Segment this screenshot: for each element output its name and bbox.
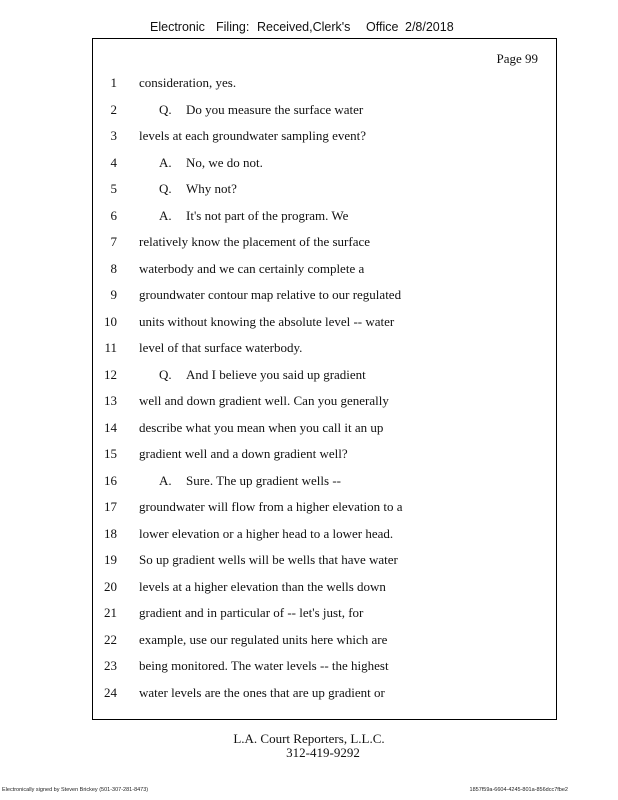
- line-body: And I believe you said up gradient: [186, 366, 366, 382]
- line-number: 7: [110, 234, 117, 249]
- line-body: groundwater contour map relative to our regulated: [139, 287, 402, 302]
- line-number: 4: [110, 154, 117, 170]
- footer-phone: 312-419-9292: [286, 745, 360, 760]
- line-number: 11: [104, 340, 117, 355]
- line-text: [139, 632, 387, 648]
- line-body: levels at a higher elevation than the wells down: [139, 578, 386, 594]
- header-date: 2/8/2018: [405, 20, 454, 34]
- transcript-line: [93, 526, 556, 546]
- line-body: well and down gradient well. Can you generally: [139, 393, 389, 408]
- line-text: [159, 181, 237, 197]
- line-body: relatively know the placement of the surface: [139, 234, 371, 249]
- footer: [0, 732, 618, 760]
- transcript-line: [93, 552, 556, 572]
- line-text: [139, 579, 386, 595]
- line-text: [139, 128, 366, 144]
- page-number: Page 99: [496, 51, 538, 66]
- transcript-line: [93, 261, 556, 281]
- line-text: [139, 261, 364, 277]
- qa-marker: A.: [159, 472, 172, 488]
- transcript-line: [93, 340, 556, 360]
- line-body: water levels are the ones that are up gradient or: [139, 684, 385, 700]
- line-text: [139, 499, 403, 515]
- line-number: 18: [104, 525, 117, 541]
- transcript-line: [93, 314, 556, 334]
- document-hash: 1857f59a-6604-4245-801a-856dcc7fbe2: [469, 787, 568, 793]
- line-text: [139, 75, 236, 91]
- transcript-line: [93, 181, 556, 201]
- qa-marker: Q.: [159, 101, 172, 117]
- line-body: describe what you mean when you call it an up: [139, 419, 384, 435]
- transcript-line: [93, 579, 556, 599]
- line-number: 9: [110, 287, 117, 302]
- line-body: units without knowing the absolute level -- water: [139, 313, 395, 329]
- transcript-line: [93, 499, 556, 519]
- line-text: [139, 658, 389, 674]
- line-text: [139, 526, 393, 542]
- transcript-line: [93, 420, 556, 440]
- header-received-clerks: Received,Clerk's: [257, 20, 351, 34]
- line-body: Do you measure the surface water: [186, 101, 364, 117]
- transcript-line: [93, 128, 556, 148]
- line-body: being monitored. The water levels -- the highest: [139, 658, 389, 673]
- line-number: 6: [110, 207, 117, 223]
- transcript-line: [93, 367, 556, 387]
- line-body: groundwater will flow from a higher elevation to a: [139, 499, 403, 514]
- line-text: [139, 420, 383, 436]
- line-text: [159, 102, 363, 118]
- footer-company: L.A. Court Reporters, L.L.C.: [233, 731, 385, 746]
- transcript-line: [93, 75, 556, 95]
- line-number: 14: [104, 419, 117, 435]
- qa-marker: A.: [159, 154, 172, 170]
- transcript-line: [93, 393, 556, 413]
- line-body: gradient and in particular of -- let's just, for: [139, 605, 364, 620]
- line-text: [139, 605, 363, 621]
- line-text: [159, 155, 263, 171]
- line-number: 13: [104, 393, 117, 408]
- line-number: 24: [104, 684, 117, 700]
- transcript-line: [93, 605, 556, 625]
- line-text: [139, 446, 348, 462]
- line-body: level of that surface waterbody.: [139, 340, 303, 355]
- transcript-line: [93, 155, 556, 175]
- line-number: 5: [110, 181, 117, 196]
- electronic-signature: Electronically signed by Steven Brickey (501-307-281-8473): [2, 787, 149, 793]
- line-text: [139, 287, 401, 303]
- line-text: [159, 367, 366, 383]
- line-text: [139, 393, 389, 409]
- transcript-line: [93, 685, 556, 705]
- transcript-line: [93, 208, 556, 228]
- transcript-line: [93, 632, 556, 652]
- line-body: It's not part of the program. We: [186, 207, 349, 223]
- line-number: 3: [110, 128, 117, 143]
- line-body: Sure. The up gradient wells --: [186, 472, 341, 488]
- line-body: So up gradient wells will be wells that have water: [139, 552, 398, 567]
- qa-marker: Q.: [159, 181, 172, 196]
- line-text: [139, 340, 302, 356]
- line-number: 20: [104, 578, 117, 594]
- line-body: waterbody and we can certainly complete a: [139, 260, 365, 276]
- qa-marker: Q.: [159, 366, 172, 382]
- line-body: consideration, yes.: [139, 75, 237, 90]
- line-number: 10: [104, 313, 117, 329]
- header-electronic: Electronic: [150, 20, 205, 34]
- transcript-line: [93, 234, 556, 254]
- line-number: 16: [104, 472, 117, 488]
- qa-marker: A.: [159, 207, 172, 223]
- header-filing: Filing:: [216, 20, 250, 34]
- transcript-page: [92, 38, 557, 720]
- line-number: 17: [104, 499, 117, 514]
- line-text: [159, 208, 348, 224]
- transcript-line: [93, 446, 556, 466]
- transcript-line: [93, 658, 556, 678]
- line-body: Why not?: [186, 181, 237, 196]
- line-text: [139, 314, 394, 330]
- line-text: [139, 234, 370, 250]
- line-body: example, use our regulated units here which are: [139, 631, 388, 647]
- line-number: 21: [104, 605, 117, 620]
- line-body: lower elevation or a higher head to a lower head.: [139, 525, 394, 541]
- transcript-line: [93, 287, 556, 307]
- line-number: 12: [104, 366, 117, 382]
- line-body: levels at each groundwater sampling event?: [139, 128, 367, 143]
- line-text: [139, 552, 398, 568]
- line-text: [139, 685, 385, 701]
- transcript-line: [93, 102, 556, 122]
- line-number: 8: [110, 260, 117, 276]
- line-number: 15: [104, 446, 117, 461]
- line-number: 22: [104, 631, 117, 647]
- line-number: 2: [110, 101, 117, 117]
- header-office: Office: [366, 20, 399, 34]
- line-text: [159, 473, 341, 489]
- line-body: No, we do not.: [186, 154, 263, 170]
- transcript-line: [93, 473, 556, 493]
- line-number: 19: [104, 552, 117, 567]
- line-number: 23: [104, 658, 117, 673]
- line-number: 1: [110, 75, 117, 90]
- line-body: gradient well and a down gradient well?: [139, 446, 348, 461]
